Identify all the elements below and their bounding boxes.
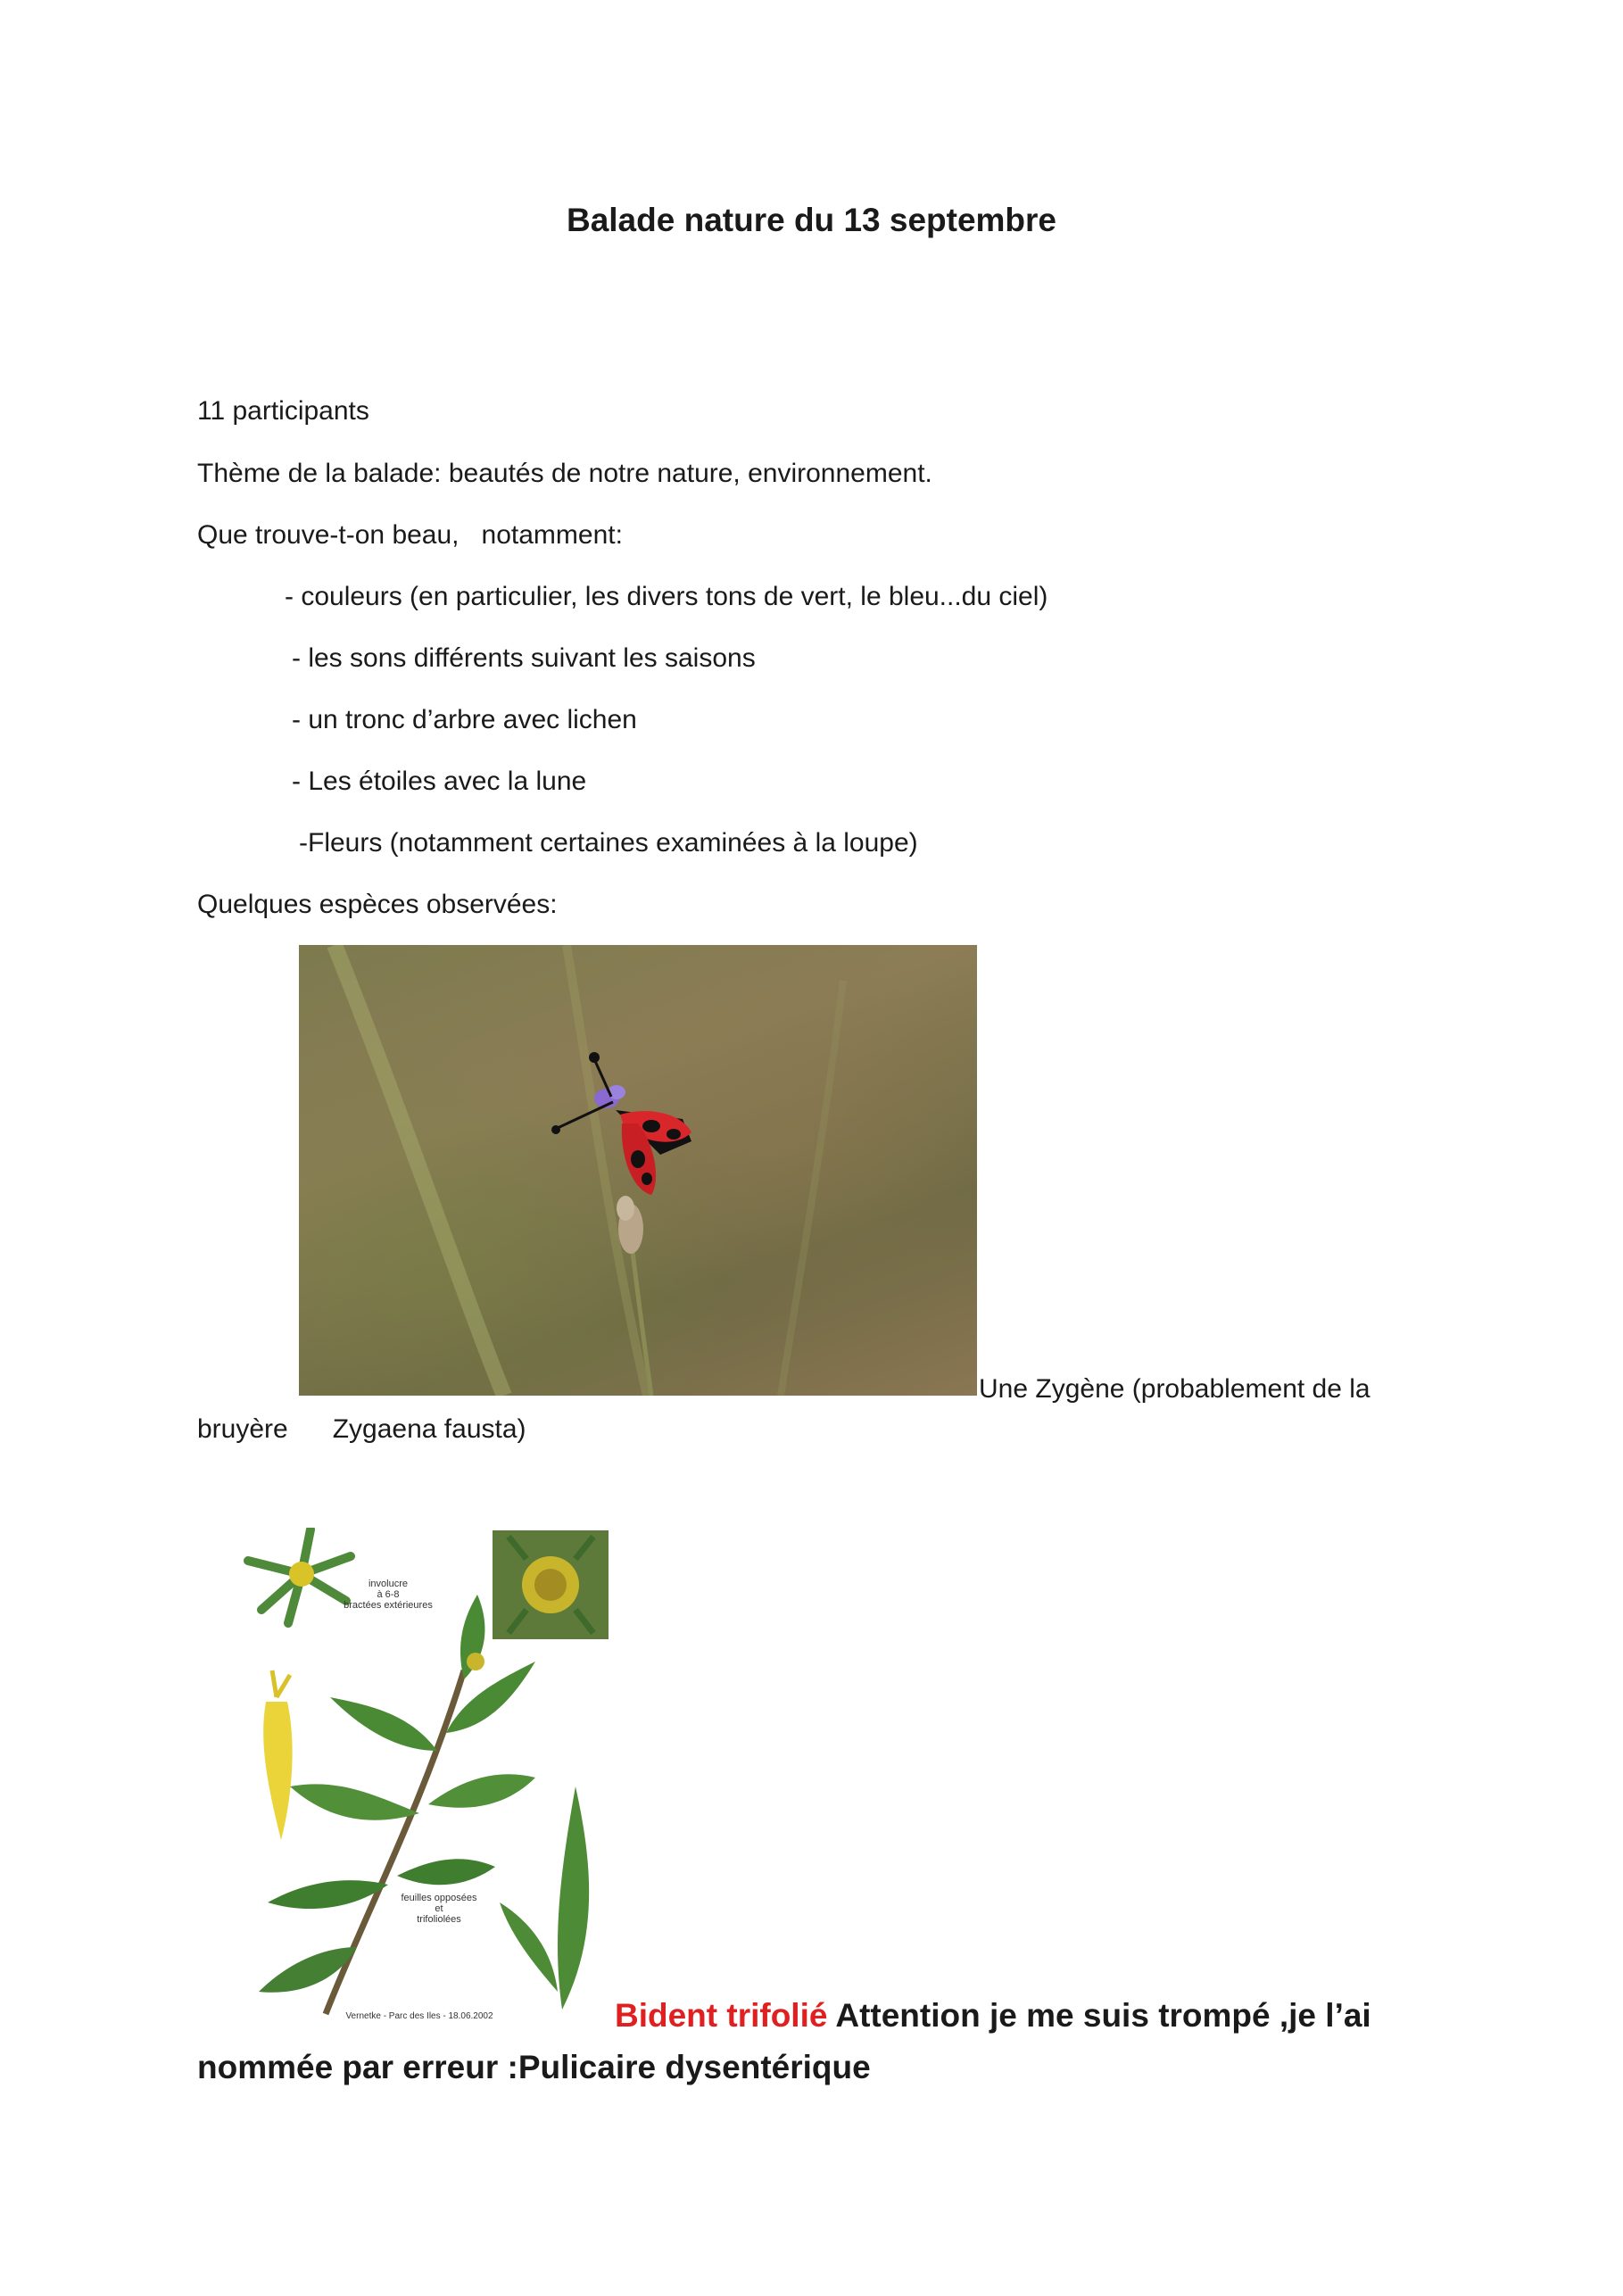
list-item: - les sons différents suivant les saisons — [292, 643, 756, 673]
feuilles-label-line: et — [435, 1903, 443, 1914]
involucre-label-line: bractées extérieures — [344, 1600, 433, 1611]
bident-illustration — [241, 1528, 611, 2029]
bident-caption — [615, 1993, 1371, 2038]
plant-credit: Vernetke - Parc des Iles - 18.06.2002 — [345, 2011, 493, 2021]
participants-text: 11 participants — [197, 396, 369, 426]
involucre-label-line: involucre — [368, 1579, 409, 1589]
list-item: - couleurs (en particulier, les divers tons de vert, le bleu...du ciel) — [285, 582, 1048, 611]
zygene-illustration — [299, 945, 977, 1396]
list-item: - Les étoiles avec la lune — [292, 767, 587, 796]
list-item: - un tronc d’arbre avec lichen — [292, 705, 637, 734]
involucre-label — [344, 1579, 433, 1611]
list-item: -Fleurs (notamment certaines examinées à la loupe) — [299, 828, 918, 858]
species-intro: Quelques espèces observées: — [197, 890, 558, 919]
bident-name: Bident trifolié — [615, 1997, 828, 2034]
feuilles-label-line: trifoliolées — [417, 1914, 461, 1925]
zygene-caption-continued: bruyère Zygaena fausta) — [197, 1414, 526, 1444]
involucre-label-line: à 6-8 — [377, 1589, 400, 1600]
zygene-photo — [299, 945, 977, 1396]
bident-plant-image — [241, 1528, 611, 2029]
page-title: Balade nature du 13 septembre — [566, 202, 1057, 238]
zygene-caption: Une Zygène (probablement de la — [979, 1374, 1370, 1404]
bident-note: Attention je me suis trompé ,je l’ai — [827, 1997, 1371, 2034]
feuilles-label — [401, 1893, 477, 1925]
theme-text: Thème de la balade: beautés de notre nature, environnement. — [197, 459, 932, 488]
feuilles-label-line: feuilles opposées — [401, 1893, 477, 1903]
question-text: Que trouve-t-on beau, notamment: — [197, 520, 623, 550]
bident-note-continued: nommée par erreur :Pulicaire dysentérique — [197, 2049, 871, 2085]
